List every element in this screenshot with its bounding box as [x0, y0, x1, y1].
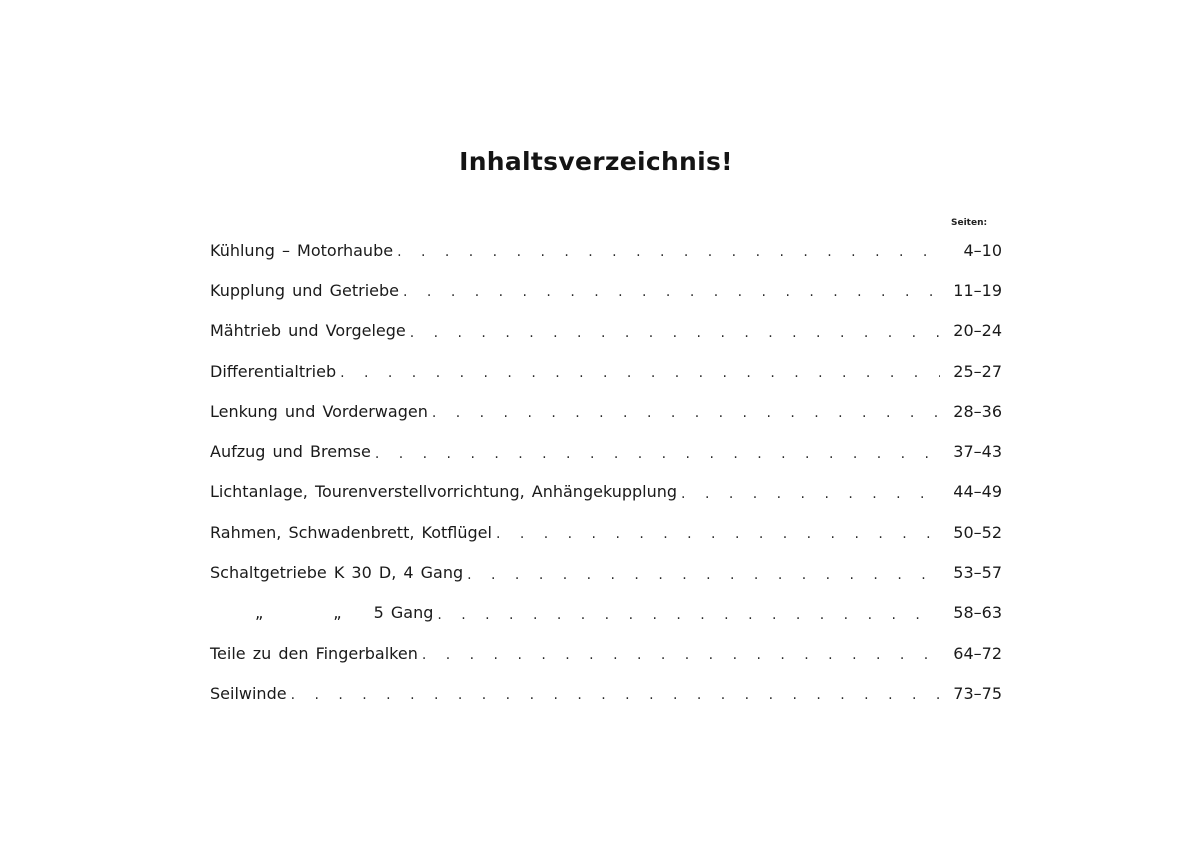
toc-entry-pages: 44–49 [953, 482, 1002, 502]
toc-entry [210, 431, 1002, 471]
toc-entry-label: Kupplung und Getriebe [210, 280, 400, 300]
toc-entry [210, 230, 1002, 270]
page-title: Inhaltsverzeichnis! [459, 147, 733, 176]
toc-entry-label: Aufzug und Bremse [210, 442, 371, 462]
toc-entry [210, 593, 1002, 633]
dot-leader [291, 687, 940, 703]
toc-entry [210, 512, 1002, 552]
toc-entry-pages: 50–52 [953, 522, 1002, 542]
dot-leader [432, 405, 940, 421]
toc-entry-label: Teile zu den Fingerbalken [210, 643, 418, 663]
dot-leader [340, 365, 940, 381]
toc-entry [210, 552, 1002, 592]
toc-entry-pages: 20–24 [953, 321, 1002, 341]
toc-entry [210, 351, 1002, 391]
dot-leader [467, 567, 940, 583]
pages-column-header: Seiten: [951, 218, 988, 228]
toc-entry [210, 311, 1002, 351]
ditto-mark: „ [255, 603, 264, 623]
toc-entry-label: Schaltgetriebe K 30 D, 4 Gang [210, 563, 464, 583]
toc-entry-pages: 73–75 [953, 683, 1002, 703]
dot-leader [496, 526, 940, 542]
toc-entry [210, 633, 1002, 673]
toc-entry [210, 391, 1002, 431]
dot-leader [397, 244, 940, 260]
dot-leader [410, 325, 940, 341]
dot-leader [375, 446, 940, 462]
toc-entry [210, 270, 1002, 310]
toc-entry-label: Rahmen, Schwadenbrett, Kotflügel [210, 522, 492, 542]
toc-entry-label: Differentialtrieb [210, 361, 337, 381]
toc-entry-label: Lenkung und Vorderwagen [210, 401, 428, 421]
toc-entry-pages: 11–19 [953, 280, 1002, 300]
toc-entry-pages: 64–72 [953, 643, 1002, 663]
toc-entry-label: Mähtrieb und Vorgelege [210, 321, 406, 341]
table-of-contents [210, 230, 1002, 714]
toc-entry-label: Kühlung – Motorhaube [210, 240, 394, 260]
toc-entry [210, 472, 1002, 512]
toc-entry-pages: 4–10 [963, 240, 1002, 260]
toc-entry-label: Seilwinde [210, 683, 287, 703]
toc-entry-label: Lichtanlage, Tourenverstellvorrichtung, Anhängekupplung [210, 482, 678, 502]
toc-entry-pages: 37–43 [953, 442, 1002, 462]
ditto-mark: „ [333, 603, 342, 623]
dot-leader [422, 647, 940, 663]
toc-entry-pages: 53–57 [953, 563, 1002, 583]
toc-entry [210, 673, 1002, 713]
toc-entry-pages: 25–27 [953, 361, 1002, 381]
toc-entry-label [210, 603, 437, 622]
toc-entry-label-text: 5 Gang [373, 603, 434, 623]
dot-leader [681, 486, 940, 502]
toc-entry-pages: 28–36 [953, 401, 1002, 421]
dot-leader [437, 607, 940, 623]
dot-leader [403, 284, 940, 300]
toc-entry-pages: 58–63 [953, 603, 1002, 623]
